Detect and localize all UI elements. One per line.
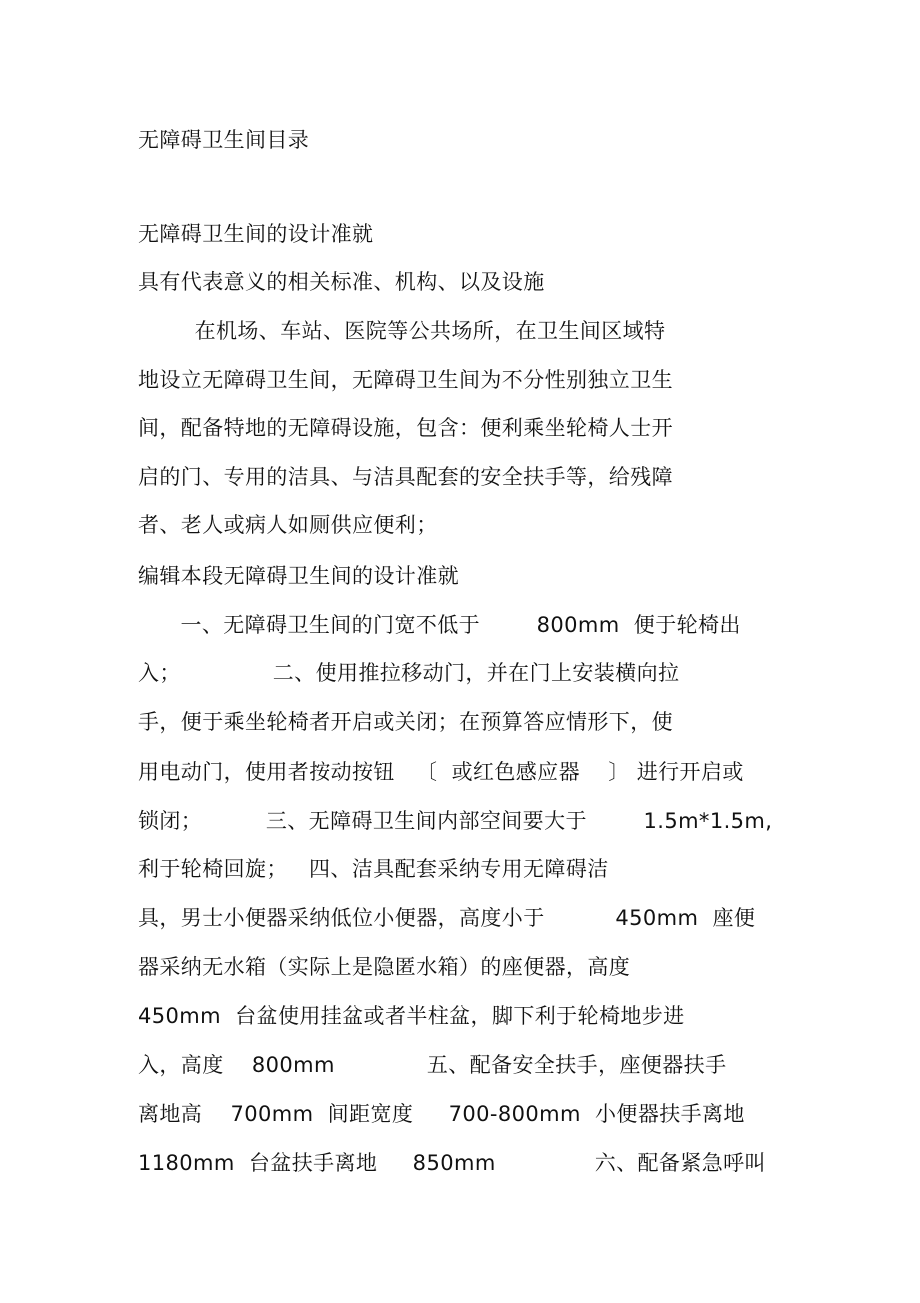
paragraph-line: 无障碍卫生间的设计准就 — [138, 222, 374, 246]
paragraph-line: 具有代表意义的相关标准、机构、以及设施 — [138, 270, 545, 294]
paragraph-line: 一、无障碍卫生间的门宽不低于 800mm 便于轮椅出 — [138, 613, 741, 637]
paragraph-line: 间，配备特地的无障碍设施，包含：便利乘坐轮椅人士开 — [138, 416, 673, 440]
paragraph-line: 450mm 台盆使用挂盆或者半柱盆，脚下利于轮椅地步进 — [138, 1004, 685, 1028]
paragraph-line: 者、老人或病人如厕供应便利； — [138, 513, 438, 537]
paragraph-line: 手，便于乘坐轮椅者开启或关闭；在预算答应情形下，使 — [138, 710, 673, 734]
section-heading: 编辑本段无障碍卫生间的设计准就 — [138, 564, 459, 588]
paragraph-line: 地设立无障碍卫生间，无障碍卫生间为不分性别独立卫生 — [138, 368, 673, 392]
paragraph-line: 入； 二、使用推拉移动门，并在门上安装横向拉 — [138, 661, 680, 685]
paragraph-line: 利于轮椅回旋； 四、洁具配套采纳专用无障碍洁 — [138, 857, 609, 881]
document-title: 无障碍卫生间目录 — [138, 128, 310, 152]
paragraph-line: 在机场、车站、医院等公共场所，在卫生间区域特 — [138, 319, 666, 343]
paragraph-line: 用电动门，使用者按动按钮 〔 或红色感应器 〕 进行开启或 — [138, 760, 744, 784]
paragraph-line: 离地高 700mm 间距宽度 700-800mm 小便器扶手离地 — [138, 1102, 745, 1126]
paragraph-line: 1180mm 台盆扶手离地 850mm 六、配备紧急呼叫 — [138, 1151, 766, 1175]
paragraph-line: 器采纳无水箱（实际上是隐匿水箱）的座便器，高度 — [138, 955, 631, 979]
paragraph-line: 具，男士小便器采纳低位小便器，高度小于 450mm 座便 — [138, 906, 756, 930]
paragraph-line: 入，高度 800mm 五、配备安全扶手，座便器扶手 — [138, 1053, 727, 1077]
paragraph-line: 锁闭； 三、无障碍卫生间内部空间要大于 1.5m*1.5m, — [138, 809, 773, 833]
paragraph-line: 启的门、专用的洁具、与洁具配套的安全扶手等，给残障 — [138, 465, 673, 489]
